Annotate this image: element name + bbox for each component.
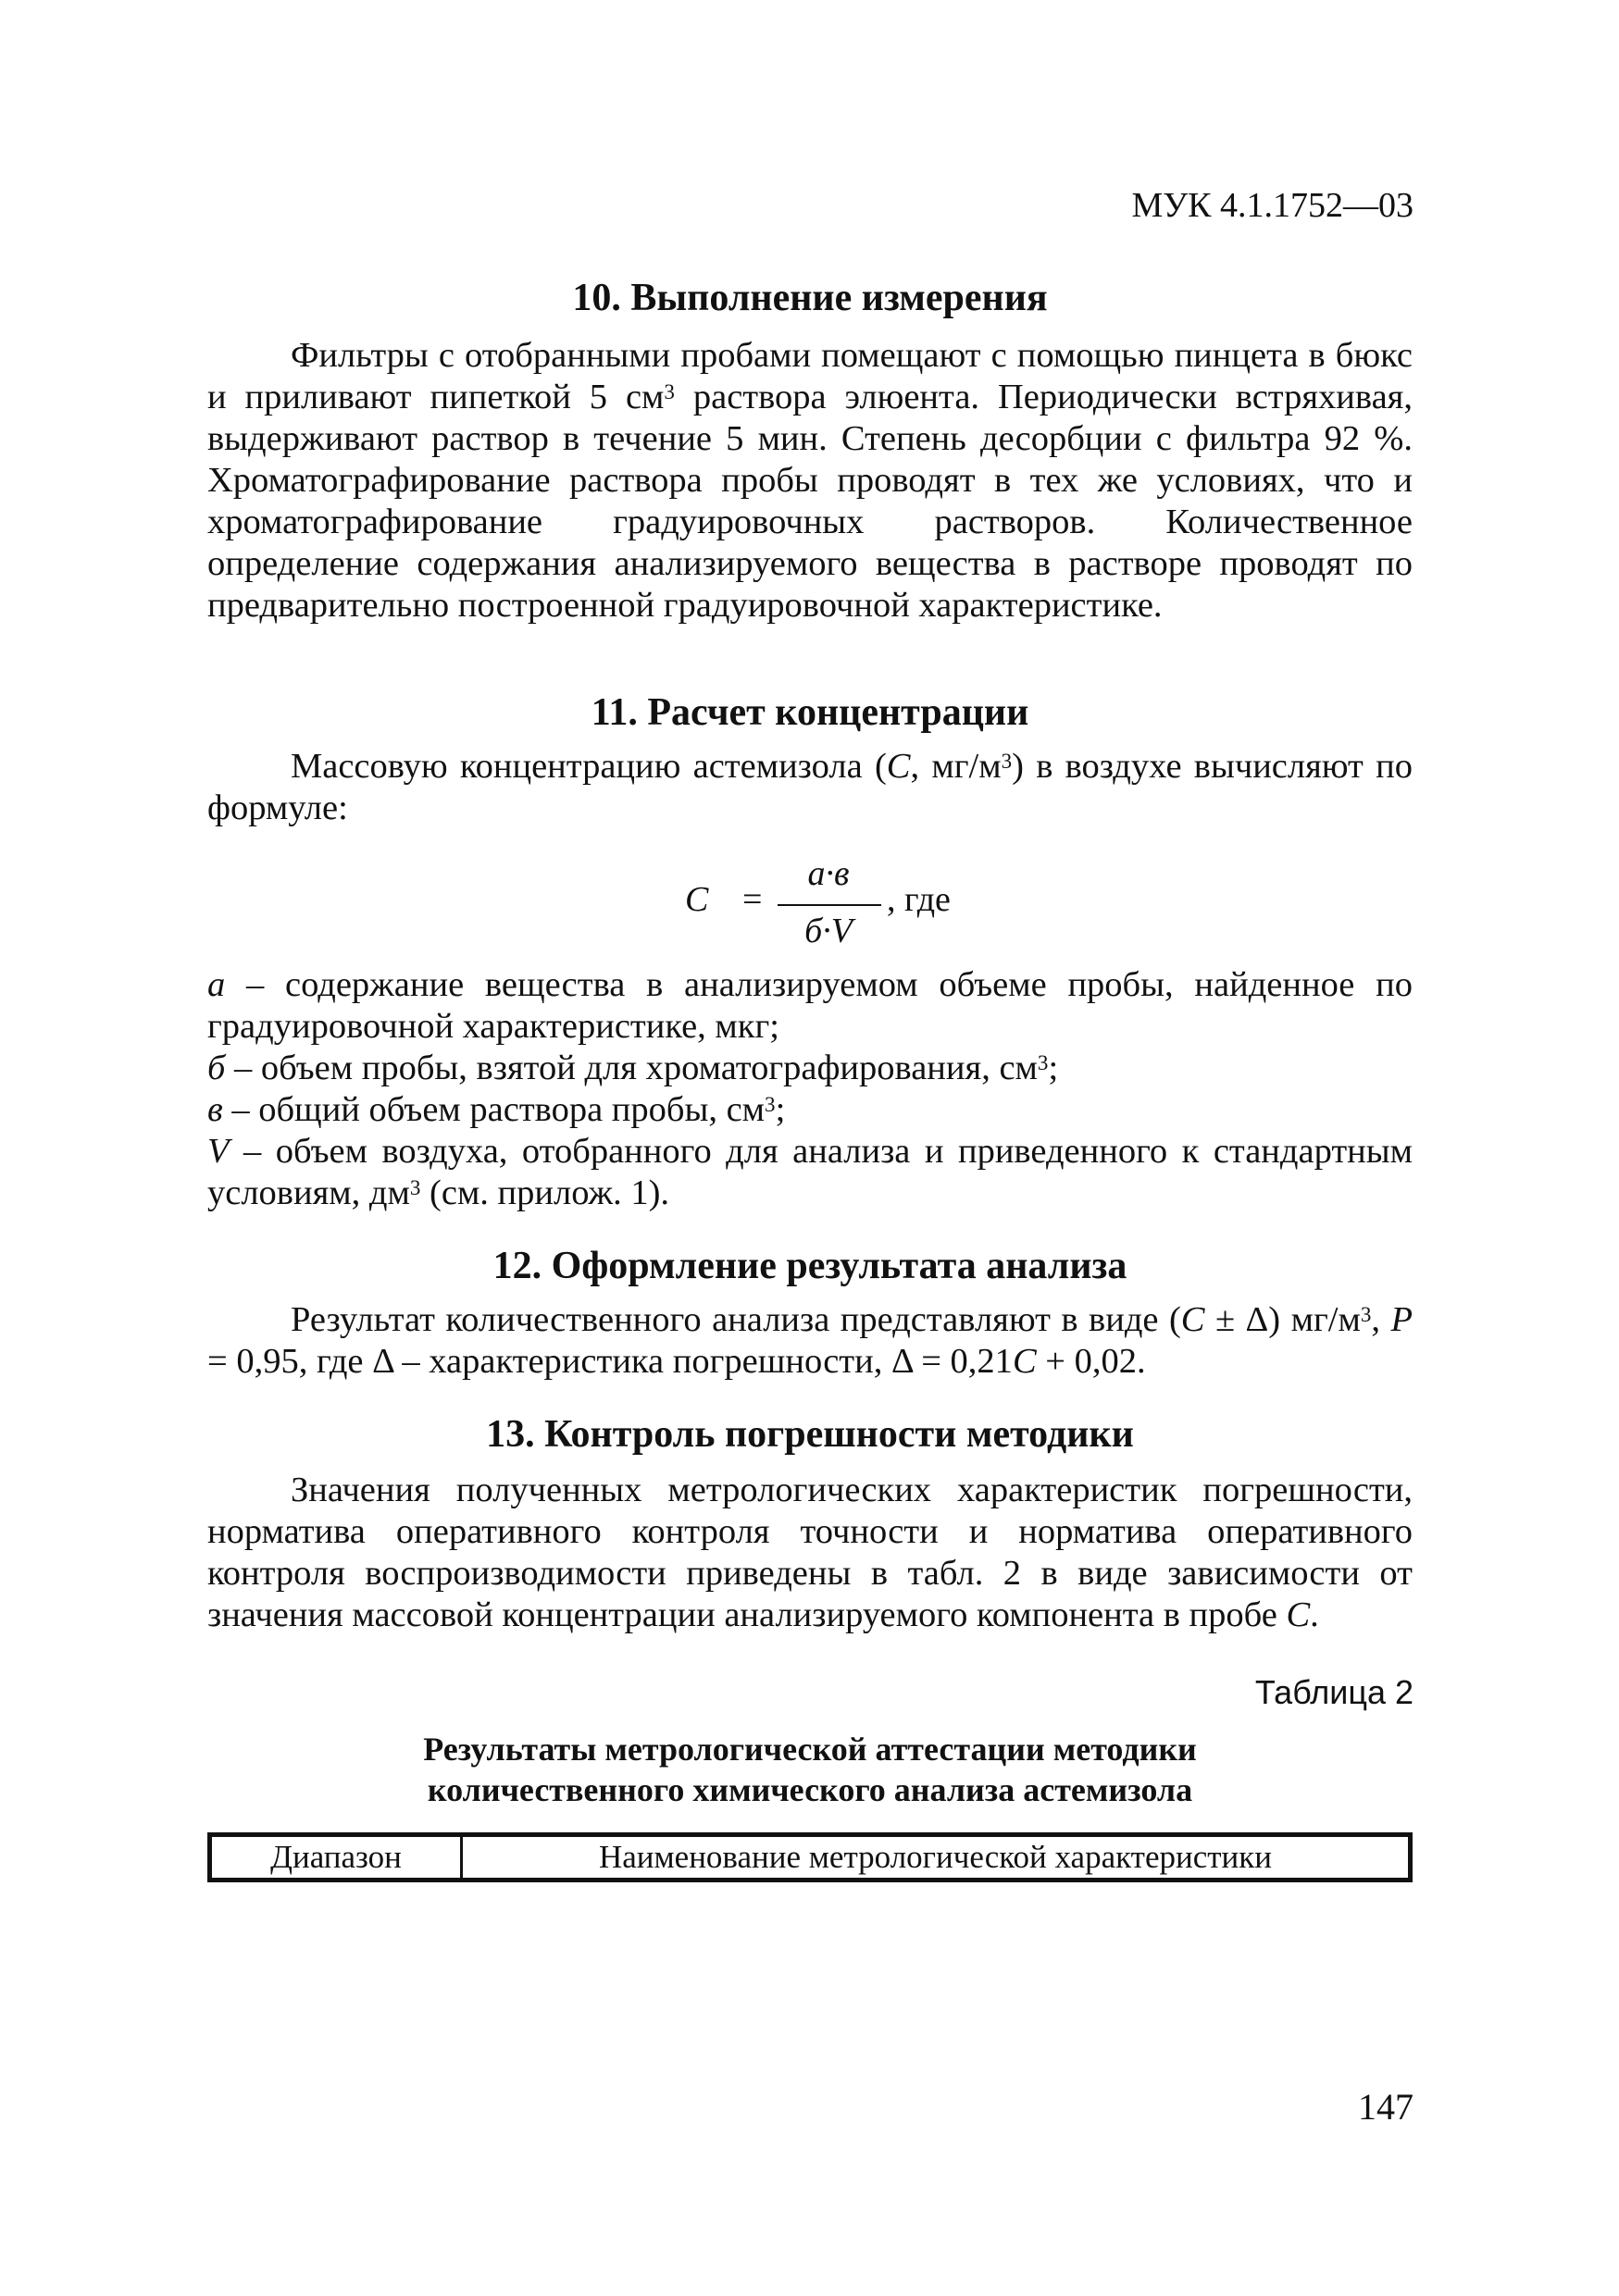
table-title-line-1: Результаты метрологической аттестации методики	[423, 1731, 1197, 1768]
intro-var-c: С	[886, 747, 911, 786]
formula-equals: =	[742, 880, 763, 919]
def-symbol: б	[207, 1049, 226, 1087]
def-text: – общий объем раствора пробы, см	[222, 1090, 766, 1129]
definition-volume	[207, 1131, 1413, 1214]
section-11-heading: 11. Расчет концентрации	[591, 691, 1029, 734]
table-title-line-2: количественного химического анализа астемизола	[427, 1771, 1193, 1808]
s12-text-e: + 0,02.	[1036, 1342, 1146, 1381]
def-symbol: V	[207, 1132, 230, 1171]
intro-text-b: , мг/м	[910, 747, 1002, 786]
s13-text-b: .	[1310, 1595, 1319, 1634]
page-number: 147	[1358, 2086, 1414, 2128]
metrology-table-header	[207, 1832, 1413, 1882]
section-13-heading: 13. Контроль погрешности методики	[486, 1413, 1134, 1456]
formula-fraction-bar	[778, 904, 881, 906]
s12-var-c: С	[1180, 1300, 1205, 1339]
concentration-formula	[685, 853, 981, 955]
section-11-intro	[207, 746, 1413, 829]
s12-text-a: Результат количественного анализа представляют в виде (	[291, 1300, 1181, 1339]
formula-numerator: а·в	[807, 854, 850, 893]
s12-var-p: Р	[1390, 1300, 1413, 1339]
def-sup: 3	[765, 1091, 776, 1116]
intro-text-a: Массовую концентрацию астемизола (	[291, 747, 887, 786]
def-tail: (см. прилож. 1).	[420, 1173, 670, 1212]
def-text: – содержание вещества в анализируемом объеме пробы, найденное по градуировочной характеристике, мкг;	[207, 965, 1413, 1046]
s12-text-b: ± Δ) мг/м	[1204, 1300, 1361, 1339]
definition-b	[207, 1048, 1413, 1089]
def-text: – объем воздуха, отобранного для анализа и приведенного к стандартным условиям, дм	[207, 1132, 1413, 1212]
s12-text-d: = 0,95, где Δ – характеристика погрешности, Δ = 0,21	[207, 1342, 1013, 1381]
section-10-text-b: раствора элюента. Периодически встряхивая, выдерживают раствор в течение 5 мин. Степень десорбции с фильтра 92 %. Хроматографирование раствора пробы проводят в тех же условиях, что и хроматографирование градуировочных растворов. Количественное определение содержания анализируемого вещества в растворе проводят по предварительно построенной градуировочной характеристике.	[207, 378, 1413, 625]
def-symbol: в	[207, 1090, 223, 1129]
formula-lhs: С	[685, 880, 709, 919]
s12-var-c2: С	[1012, 1342, 1037, 1381]
def-symbol: а	[207, 965, 226, 1004]
table-header-range: Диапазон	[212, 1837, 463, 1878]
intro-sup: 3	[1001, 748, 1013, 773]
s13-text-a: Значения полученных метрологических характеристик погрешности, норматива оперативного контроля точности и норматива оперативного контроля воспроизводимости приведены в табл. 2 в виде зависимости от значения массовой концентрации анализируемого компонента в пробе	[207, 1471, 1413, 1634]
table-label: Таблица 2	[1254, 1673, 1414, 1711]
s13-var-c: С	[1286, 1595, 1311, 1634]
definition-a	[207, 964, 1413, 1048]
formula-where: , где	[887, 880, 951, 919]
document-code: МУК 4.1.1752—03	[1131, 186, 1414, 225]
section-10-text-a: Фильтры с отобранными пробами помещают с помощью пинцета в бюкс и приливают пипеткой 5 см	[207, 336, 1413, 416]
def-tail: ;	[1048, 1049, 1059, 1087]
def-text: – объем пробы, взятой для хроматографирования, см	[225, 1049, 1038, 1087]
section-10-sup: 3	[664, 379, 675, 403]
section-12-heading: 12. Оформление результата анализа	[492, 1245, 1127, 1287]
section-10-paragraph	[207, 335, 1413, 627]
definition-v	[207, 1089, 1413, 1131]
section-13-paragraph	[207, 1470, 1413, 1636]
table-title	[207, 1729, 1413, 1810]
intro-text-c: ) в воздухе вычисляют по формуле:	[207, 747, 1413, 827]
def-sup: 3	[409, 1174, 421, 1199]
table-header-characteristic: Наименование метрологической характеристики	[598, 1839, 1273, 1875]
section-10-heading: 10. Выполнение измерения	[572, 277, 1048, 319]
s12-sup: 3	[1360, 1301, 1372, 1326]
s12-text-c: ,	[1371, 1300, 1391, 1339]
def-tail: ;	[775, 1090, 786, 1129]
section-12-paragraph	[207, 1299, 1413, 1383]
def-sup: 3	[1037, 1049, 1049, 1074]
formula-denominator: б·V	[804, 912, 853, 950]
